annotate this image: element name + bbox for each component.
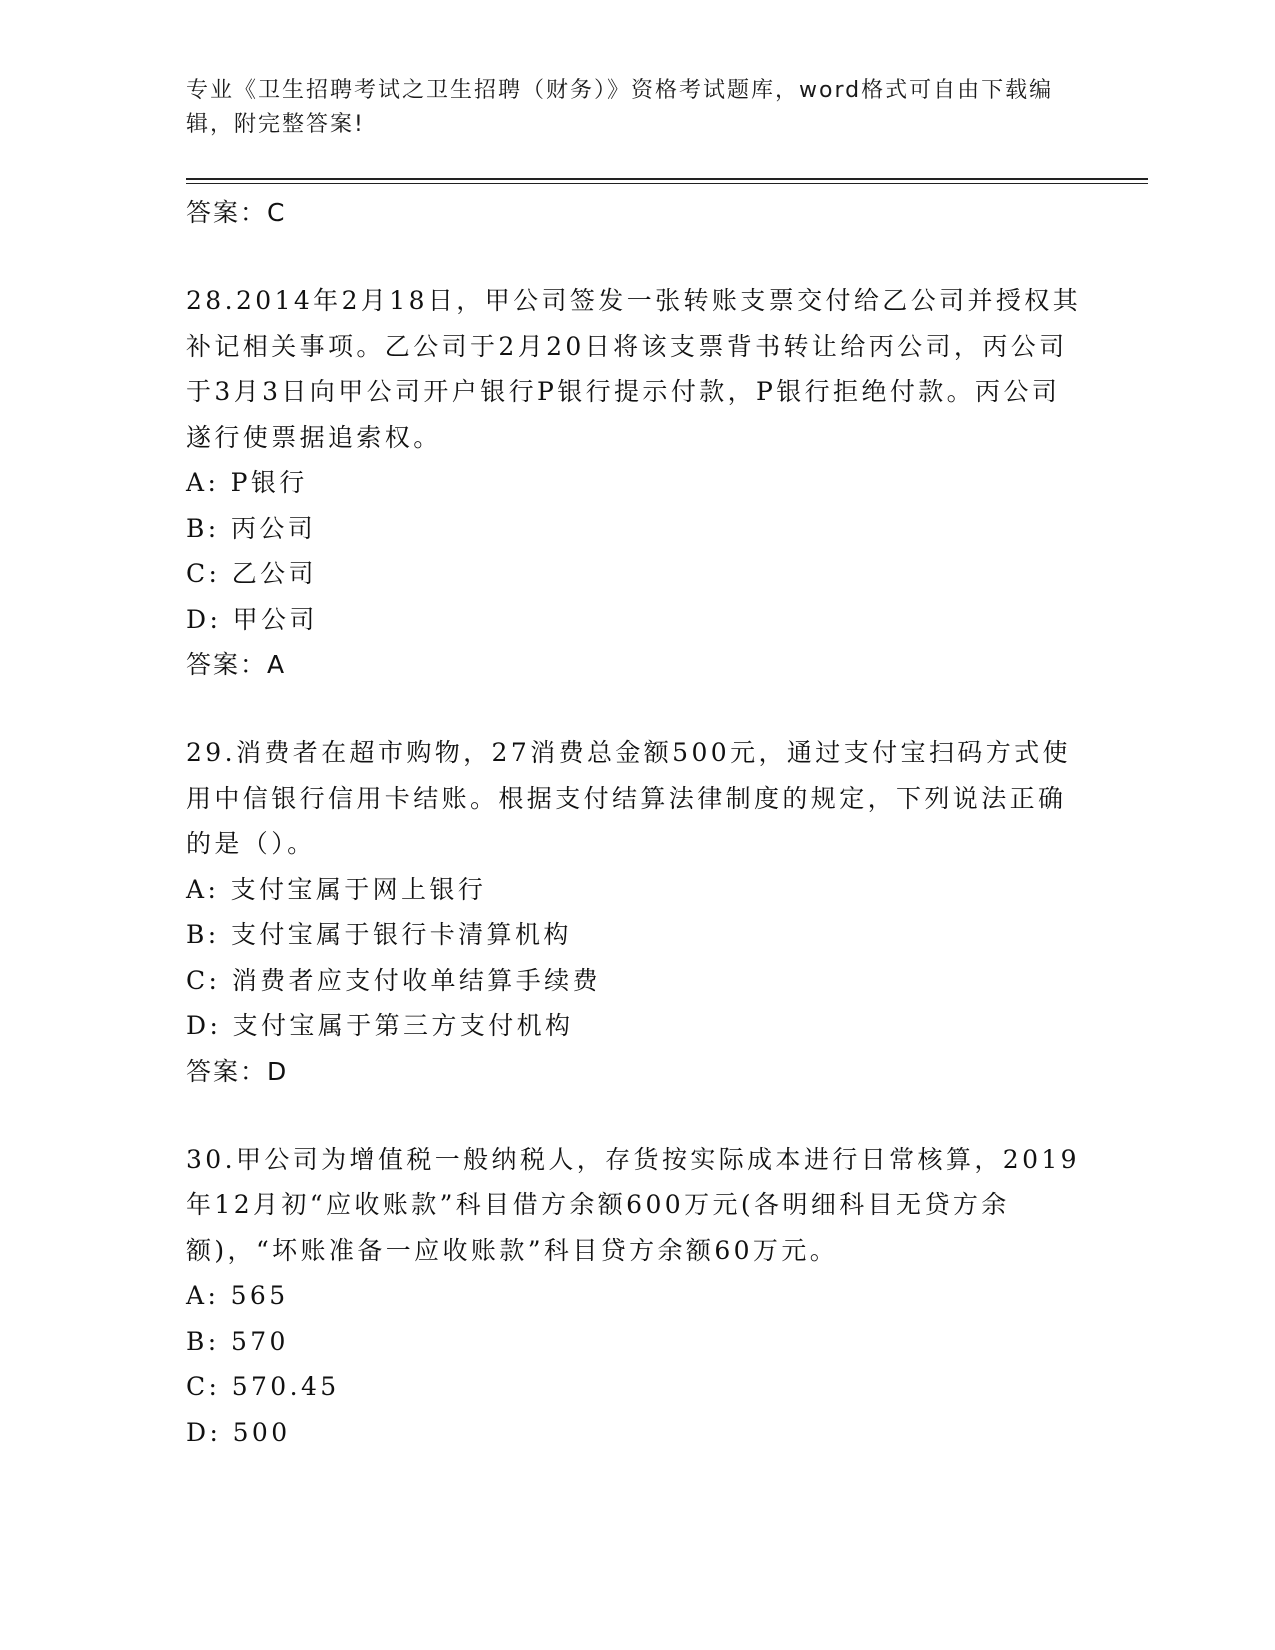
option-b: B: 丙公司	[186, 513, 317, 543]
question-stem: 29.消费者在超市购物，27消费总金额500元，通过支付宝扫码方式使用中信银行信用卡结账。根据支付结算法律制度的规定，下列说法正确的是（）。	[186, 738, 1071, 858]
option-a: A: 565	[186, 1281, 289, 1310]
question-stem: 30.甲公司为增值税一般纳税人，存货按实际成本进行日常核算，2019年12月初“应收账款”科目借方余额600万元(各明细科目无贷方余额)，“坏账准备一应收账款”科目贷方余额60万元。	[186, 1144, 1080, 1265]
option-b: B: 支付宝属于银行卡清算机构	[186, 920, 572, 949]
header-rule-thin	[186, 183, 1148, 184]
header-rule-thick	[186, 178, 1148, 180]
option-c: C: 570.45	[186, 1372, 340, 1401]
answer: 答案：A	[186, 650, 287, 679]
option-c: C: 消费者应支付收单结算手续费	[186, 965, 601, 995]
previous-answer: 答案：C	[186, 198, 287, 227]
question-30	[186, 1137, 1086, 1456]
option-a: A: P银行	[186, 468, 308, 497]
option-d: D: 支付宝属于第三方支付机构	[186, 1011, 574, 1040]
option-a: A: 支付宝属于网上银行	[186, 874, 487, 904]
option-d: D: 甲公司	[186, 604, 318, 634]
question-stem: 28.2014年2月18日，甲公司签发一张转账支票交付给乙公司并授权其补记相关事项。乙公司于2月20日将该支票背书转让给丙公司，丙公司于3月3日向甲公司开户银行P银行提示付款，P银行拒绝付款。丙公司遂行使票据追索权。	[186, 286, 1082, 452]
question-28	[186, 278, 1086, 688]
page-header: 专业《卫生招聘考试之卫生招聘（财务）》资格考试题库，word格式可自由下载编辑，附完整答案!	[186, 78, 1054, 137]
question-29	[186, 730, 1086, 1095]
answer: 答案：D	[186, 1056, 289, 1086]
option-d: D: 500	[186, 1417, 291, 1447]
option-b: B: 570	[186, 1326, 289, 1356]
option-c: C: 乙公司	[186, 559, 317, 588]
question-list	[186, 190, 1086, 1455]
